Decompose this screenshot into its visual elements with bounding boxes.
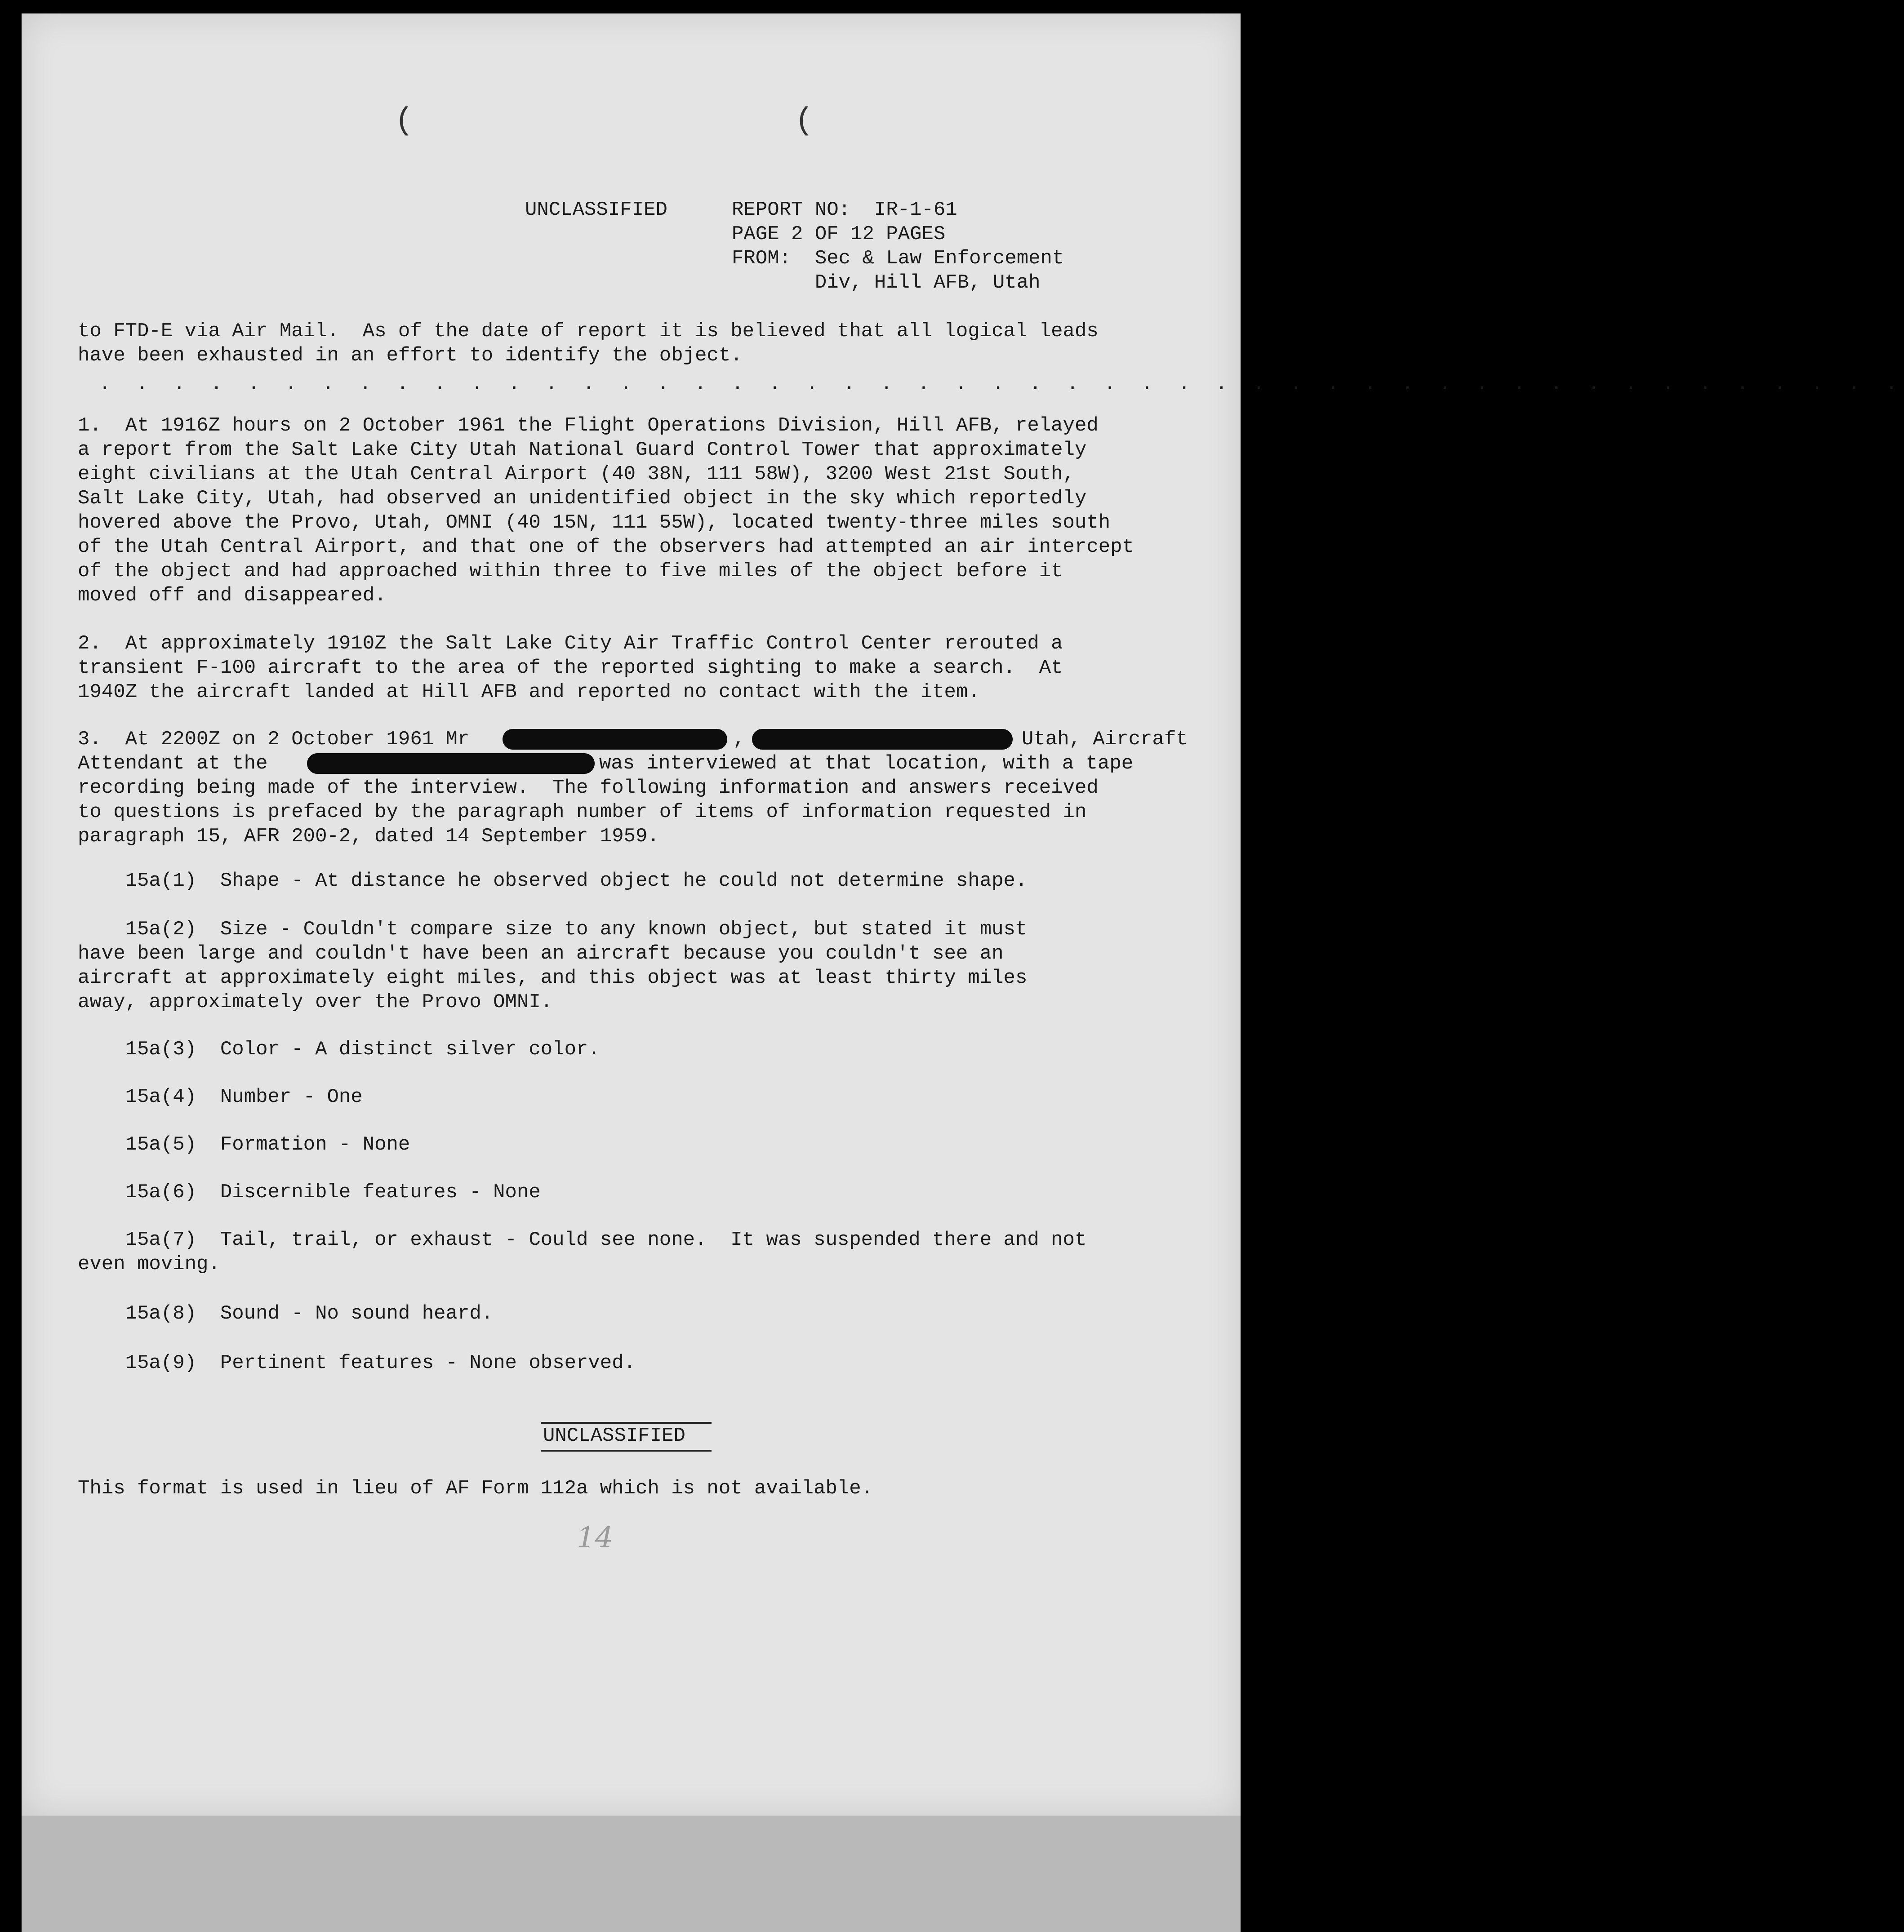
item-formation: 15a(5) Formation - None [78, 1133, 410, 1156]
paragraph-1-line: Salt Lake City, Utah, had observed an unidentified object in the sky which reportedly [78, 487, 1087, 510]
paragraph-3-line: recording being made of the interview. The following information and answers received [78, 777, 1099, 799]
intro-line: to FTD-E via Air Mail. As of the date of report it is believed that all logical leads [78, 320, 1099, 342]
item-shape: 15a(1) Shape - At distance he observed object he could not determine shape. [78, 870, 1028, 892]
intro-line: have been exhausted in an effort to identify the object. [78, 344, 743, 367]
report-number: REPORT NO: IR-1-61 [732, 199, 957, 221]
page-mark: 14 [577, 1521, 614, 1554]
paragraph-2-line: transient F-100 aircraft to the area of the reported sighting to make a search. At [78, 657, 1063, 679]
item-number: 15a(4) Number - One [78, 1086, 363, 1108]
document-page [22, 13, 1904, 1816]
paragraph-2-line: 2. At approximately 1910Z the Salt Lake City Air Traffic Control Center rerouted a [78, 632, 1063, 655]
from-line-1: FROM: Sec & Law Enforcement [732, 247, 1064, 270]
footer-note: This format is used in lieu of AF Form 112a which is not available. [78, 1477, 873, 1500]
paragraph-1-line: 1. At 1916Z hours on 2 October 1961 the Flight Operations Division, Hill AFB, relayed [78, 414, 1099, 437]
underline-top [541, 1422, 712, 1424]
item-size: away, approximately over the Provo OMNI. [78, 991, 553, 1013]
from-line-2: Div, Hill AFB, Utah [732, 271, 1041, 294]
paragraph-1-line: moved off and disappeared. [78, 584, 387, 607]
redaction-bar [503, 729, 727, 750]
item-sound: 15a(8) Sound - No sound heard. [78, 1302, 494, 1325]
paragraph-2-line: 1940Z the aircraft landed at Hill AFB and reported no contact with the item. [78, 681, 980, 703]
paragraph-3-line-start: Attendant at the [78, 752, 268, 775]
paragraph-3-line-start: 3. At 2200Z on 2 October 1961 Mr [78, 728, 470, 751]
paragraph-3-line: paragraph 15, AFR 200-2, dated 14 September 1959. [78, 825, 659, 848]
underline-bottom [541, 1450, 712, 1452]
item-size: aircraft at approximately eight miles, and this object was at least thirty miles [78, 967, 1028, 989]
item-size: 15a(2) Size - Couldn't compare size to any known object, but stated it must [78, 918, 1028, 941]
item-features: 15a(6) Discernible features - None [78, 1181, 541, 1204]
item-tail: even moving. [78, 1253, 220, 1275]
paragraph-1-line: of the Utah Central Airport, and that one of the observers had attempted an air intercept [78, 536, 1134, 558]
item-pertinent: 15a(9) Pertinent features - None observed. [78, 1352, 636, 1374]
paragraph-3-line-end: was interviewed at that location, with a tape [599, 752, 1134, 775]
footer-classification: UNCLASSIFIED [543, 1425, 685, 1447]
item-tail: 15a(7) Tail, trail, or exhaust - Could see none. It was suspended there and not [78, 1229, 1087, 1251]
header-classification: UNCLASSIFIED [525, 199, 667, 221]
microfilm-strip [22, 1816, 1241, 1932]
paragraph-1-line: eight civilians at the Utah Central Airport (40 38N, 111 58W), 3200 West 21st South, [78, 463, 1075, 485]
paragraph-1-line: of the object and had approached within three to five miles of the object before it [78, 560, 1063, 582]
paragraph-1-line: a report from the Salt Lake City Utah National Guard Control Tower that approximately [78, 439, 1087, 461]
paragraph-1-line: hovered above the Provo, Utah, OMNI (40 15N, 111 55W), located twenty-three miles south [78, 511, 1111, 534]
item-color: 15a(3) Color - A distinct silver color. [78, 1038, 600, 1061]
comma: , [733, 728, 745, 751]
punch-mark: ( [795, 103, 814, 139]
punch-mark: ( [395, 103, 414, 139]
separator-dots: . . . . . . . . . . . . . . . . . . . . . . . . . . . . . . . . . . . . . . . . . . . . . . . . . [99, 373, 1904, 395]
paragraph-3-line-end: Utah, Aircraft [1022, 728, 1188, 751]
item-size: have been large and couldn't have been an aircraft because you couldn't see an [78, 942, 1004, 965]
paragraph-3-line: to questions is prefaced by the paragraph number of items of information requested in [78, 801, 1087, 823]
page-count: PAGE 2 OF 12 PAGES [732, 223, 946, 245]
redaction-bar [307, 753, 595, 774]
redaction-bar [752, 729, 1013, 750]
